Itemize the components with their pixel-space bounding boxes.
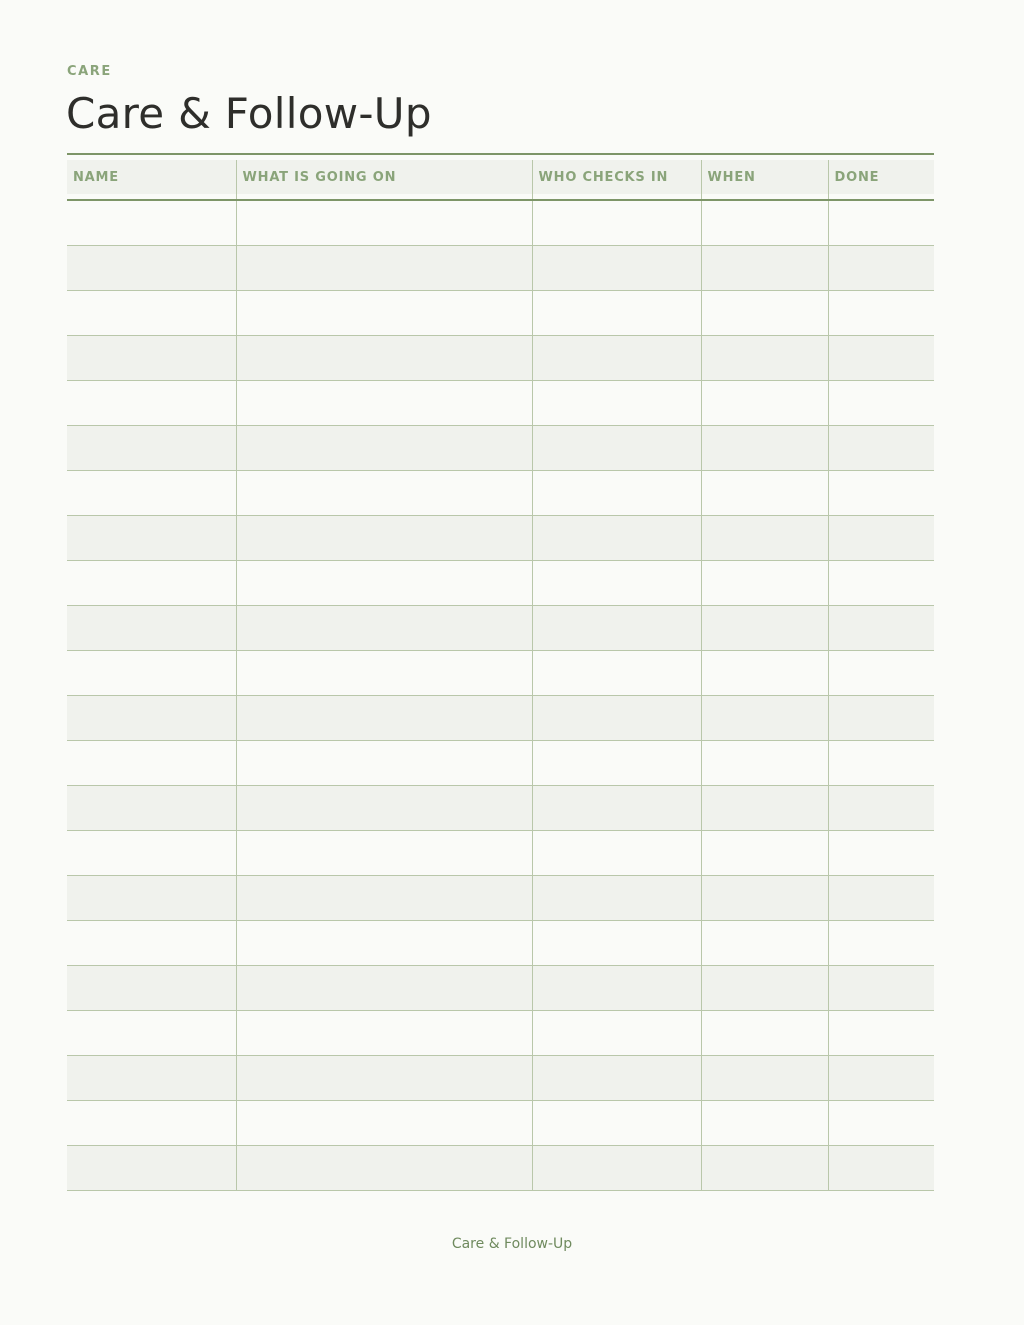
cell-name[interactable] xyxy=(67,381,236,426)
cell-done[interactable] xyxy=(828,1146,934,1191)
page-title: Care & Follow-Up xyxy=(66,89,432,138)
cell-who-checks-in[interactable] xyxy=(532,246,701,291)
cell-done[interactable] xyxy=(828,1101,934,1146)
cell-name[interactable] xyxy=(67,921,236,966)
cell-name[interactable] xyxy=(67,1011,236,1056)
cell-what-is-going-on[interactable] xyxy=(236,336,532,381)
table-row xyxy=(67,1056,934,1101)
cell-what-is-going-on[interactable] xyxy=(236,291,532,336)
table-row xyxy=(67,516,934,561)
cell-what-is-going-on[interactable] xyxy=(236,1056,532,1101)
column-header-name: NAME xyxy=(67,160,236,194)
cell-what-is-going-on[interactable] xyxy=(236,471,532,516)
cell-when[interactable] xyxy=(701,1011,828,1056)
cell-who-checks-in[interactable] xyxy=(532,696,701,741)
cell-what-is-going-on[interactable] xyxy=(236,1146,532,1191)
cell-when[interactable] xyxy=(701,966,828,1011)
cell-when[interactable] xyxy=(701,786,828,831)
cell-done[interactable] xyxy=(828,606,934,651)
cell-name[interactable] xyxy=(67,336,236,381)
cell-done[interactable] xyxy=(828,381,934,426)
cell-who-checks-in[interactable] xyxy=(532,1011,701,1056)
cell-done[interactable] xyxy=(828,291,934,336)
cell-when[interactable] xyxy=(701,651,828,696)
table-row xyxy=(67,921,934,966)
table-row xyxy=(67,471,934,516)
cell-done[interactable] xyxy=(828,336,934,381)
cell-who-checks-in[interactable] xyxy=(532,831,701,876)
cell-name[interactable] xyxy=(67,1101,236,1146)
cell-when[interactable] xyxy=(701,1146,828,1191)
cell-what-is-going-on[interactable] xyxy=(236,516,532,561)
table-header-row xyxy=(67,160,934,194)
cell-name[interactable] xyxy=(67,291,236,336)
cell-what-is-going-on[interactable] xyxy=(236,426,532,471)
cell-who-checks-in[interactable] xyxy=(532,291,701,336)
cell-what-is-going-on[interactable] xyxy=(236,381,532,426)
cell-done[interactable] xyxy=(828,1056,934,1101)
cell-when[interactable] xyxy=(701,876,828,921)
cell-what-is-going-on[interactable] xyxy=(236,921,532,966)
cell-done[interactable] xyxy=(828,966,934,1011)
cell-what-is-going-on[interactable] xyxy=(236,786,532,831)
cell-what-is-going-on[interactable] xyxy=(236,876,532,921)
cell-who-checks-in[interactable] xyxy=(532,966,701,1011)
cell-when[interactable] xyxy=(701,336,828,381)
cell-done[interactable] xyxy=(828,696,934,741)
cell-done[interactable] xyxy=(828,200,934,246)
cell-who-checks-in[interactable] xyxy=(532,471,701,516)
cell-done[interactable] xyxy=(828,831,934,876)
cell-name[interactable] xyxy=(67,966,236,1011)
column-header-done: DONE xyxy=(828,160,934,194)
cell-when[interactable] xyxy=(701,606,828,651)
cell-who-checks-in[interactable] xyxy=(532,336,701,381)
table-row xyxy=(67,696,934,741)
cell-name[interactable] xyxy=(67,200,236,246)
cell-what-is-going-on[interactable] xyxy=(236,561,532,606)
cell-when[interactable] xyxy=(701,381,828,426)
cell-name[interactable] xyxy=(67,561,236,606)
table-row xyxy=(67,561,934,606)
cell-who-checks-in[interactable] xyxy=(532,921,701,966)
cell-who-checks-in[interactable] xyxy=(532,1056,701,1101)
cell-who-checks-in[interactable] xyxy=(532,876,701,921)
table-row xyxy=(67,831,934,876)
page-footer: Care & Follow-Up xyxy=(451,1236,573,1252)
cell-done[interactable] xyxy=(828,426,934,471)
table-row xyxy=(67,426,934,471)
table-row xyxy=(67,786,934,831)
cell-what-is-going-on[interactable] xyxy=(236,831,532,876)
table-row xyxy=(67,651,934,696)
cell-done[interactable] xyxy=(828,876,934,921)
cell-who-checks-in[interactable] xyxy=(532,606,701,651)
cell-when[interactable] xyxy=(701,1056,828,1101)
cell-name[interactable] xyxy=(67,246,236,291)
table-row xyxy=(67,1011,934,1056)
table-row xyxy=(67,876,934,921)
cell-what-is-going-on[interactable] xyxy=(236,696,532,741)
cell-when[interactable] xyxy=(701,200,828,246)
cell-what-is-going-on[interactable] xyxy=(236,200,532,246)
table-row xyxy=(67,966,934,1011)
cell-done[interactable] xyxy=(828,786,934,831)
cell-when[interactable] xyxy=(701,1101,828,1146)
cell-name[interactable] xyxy=(67,516,236,561)
cell-what-is-going-on[interactable] xyxy=(236,1011,532,1056)
table-row xyxy=(67,381,934,426)
column-header-what-is-going-on: WHAT IS GOING ON xyxy=(236,160,532,194)
cell-what-is-going-on[interactable] xyxy=(236,246,532,291)
cell-when[interactable] xyxy=(701,741,828,786)
cell-when[interactable] xyxy=(701,831,828,876)
cell-who-checks-in[interactable] xyxy=(532,200,701,246)
cell-who-checks-in[interactable] xyxy=(532,1146,701,1191)
cell-when[interactable] xyxy=(701,696,828,741)
column-header-who-checks-in: WHO CHECKS IN xyxy=(532,160,701,194)
section-kicker: CARE xyxy=(67,64,112,79)
title-divider xyxy=(67,153,934,155)
cell-when[interactable] xyxy=(701,426,828,471)
cell-name[interactable] xyxy=(67,1146,236,1191)
cell-who-checks-in[interactable] xyxy=(532,426,701,471)
cell-done[interactable] xyxy=(828,246,934,291)
cell-done[interactable] xyxy=(828,1011,934,1056)
cell-who-checks-in[interactable] xyxy=(532,786,701,831)
cell-who-checks-in[interactable] xyxy=(532,1101,701,1146)
cell-when[interactable] xyxy=(701,921,828,966)
table-row xyxy=(67,291,934,336)
cell-name[interactable] xyxy=(67,831,236,876)
table-row xyxy=(67,606,934,651)
cell-when[interactable] xyxy=(701,246,828,291)
cell-done[interactable] xyxy=(828,471,934,516)
cell-name[interactable] xyxy=(67,426,236,471)
cell-name[interactable] xyxy=(67,606,236,651)
cell-who-checks-in[interactable] xyxy=(532,516,701,561)
cell-what-is-going-on[interactable] xyxy=(236,1101,532,1146)
cell-name[interactable] xyxy=(67,471,236,516)
cell-done[interactable] xyxy=(828,651,934,696)
cell-what-is-going-on[interactable] xyxy=(236,606,532,651)
cell-who-checks-in[interactable] xyxy=(532,651,701,696)
cell-done[interactable] xyxy=(828,741,934,786)
cell-done[interactable] xyxy=(828,516,934,561)
cell-when[interactable] xyxy=(701,471,828,516)
cell-name[interactable] xyxy=(67,651,236,696)
table-body xyxy=(67,200,934,1191)
cell-what-is-going-on[interactable] xyxy=(236,651,532,696)
cell-what-is-going-on[interactable] xyxy=(236,741,532,786)
cell-who-checks-in[interactable] xyxy=(532,381,701,426)
cell-done[interactable] xyxy=(828,921,934,966)
cell-who-checks-in[interactable] xyxy=(532,561,701,606)
cell-name[interactable] xyxy=(67,786,236,831)
cell-name[interactable] xyxy=(67,696,236,741)
cell-when[interactable] xyxy=(701,291,828,336)
column-header-when: WHEN xyxy=(701,160,828,194)
care-followup-table xyxy=(67,160,934,1191)
table-row xyxy=(67,200,934,246)
cell-name[interactable] xyxy=(67,741,236,786)
cell-name[interactable] xyxy=(67,876,236,921)
cell-who-checks-in[interactable] xyxy=(532,741,701,786)
cell-what-is-going-on[interactable] xyxy=(236,966,532,1011)
cell-when[interactable] xyxy=(701,561,828,606)
table-row xyxy=(67,336,934,381)
cell-done[interactable] xyxy=(828,561,934,606)
cell-when[interactable] xyxy=(701,516,828,561)
table-row xyxy=(67,1101,934,1146)
table-row xyxy=(67,246,934,291)
cell-name[interactable] xyxy=(67,1056,236,1101)
table-row xyxy=(67,1146,934,1191)
table-row xyxy=(67,741,934,786)
